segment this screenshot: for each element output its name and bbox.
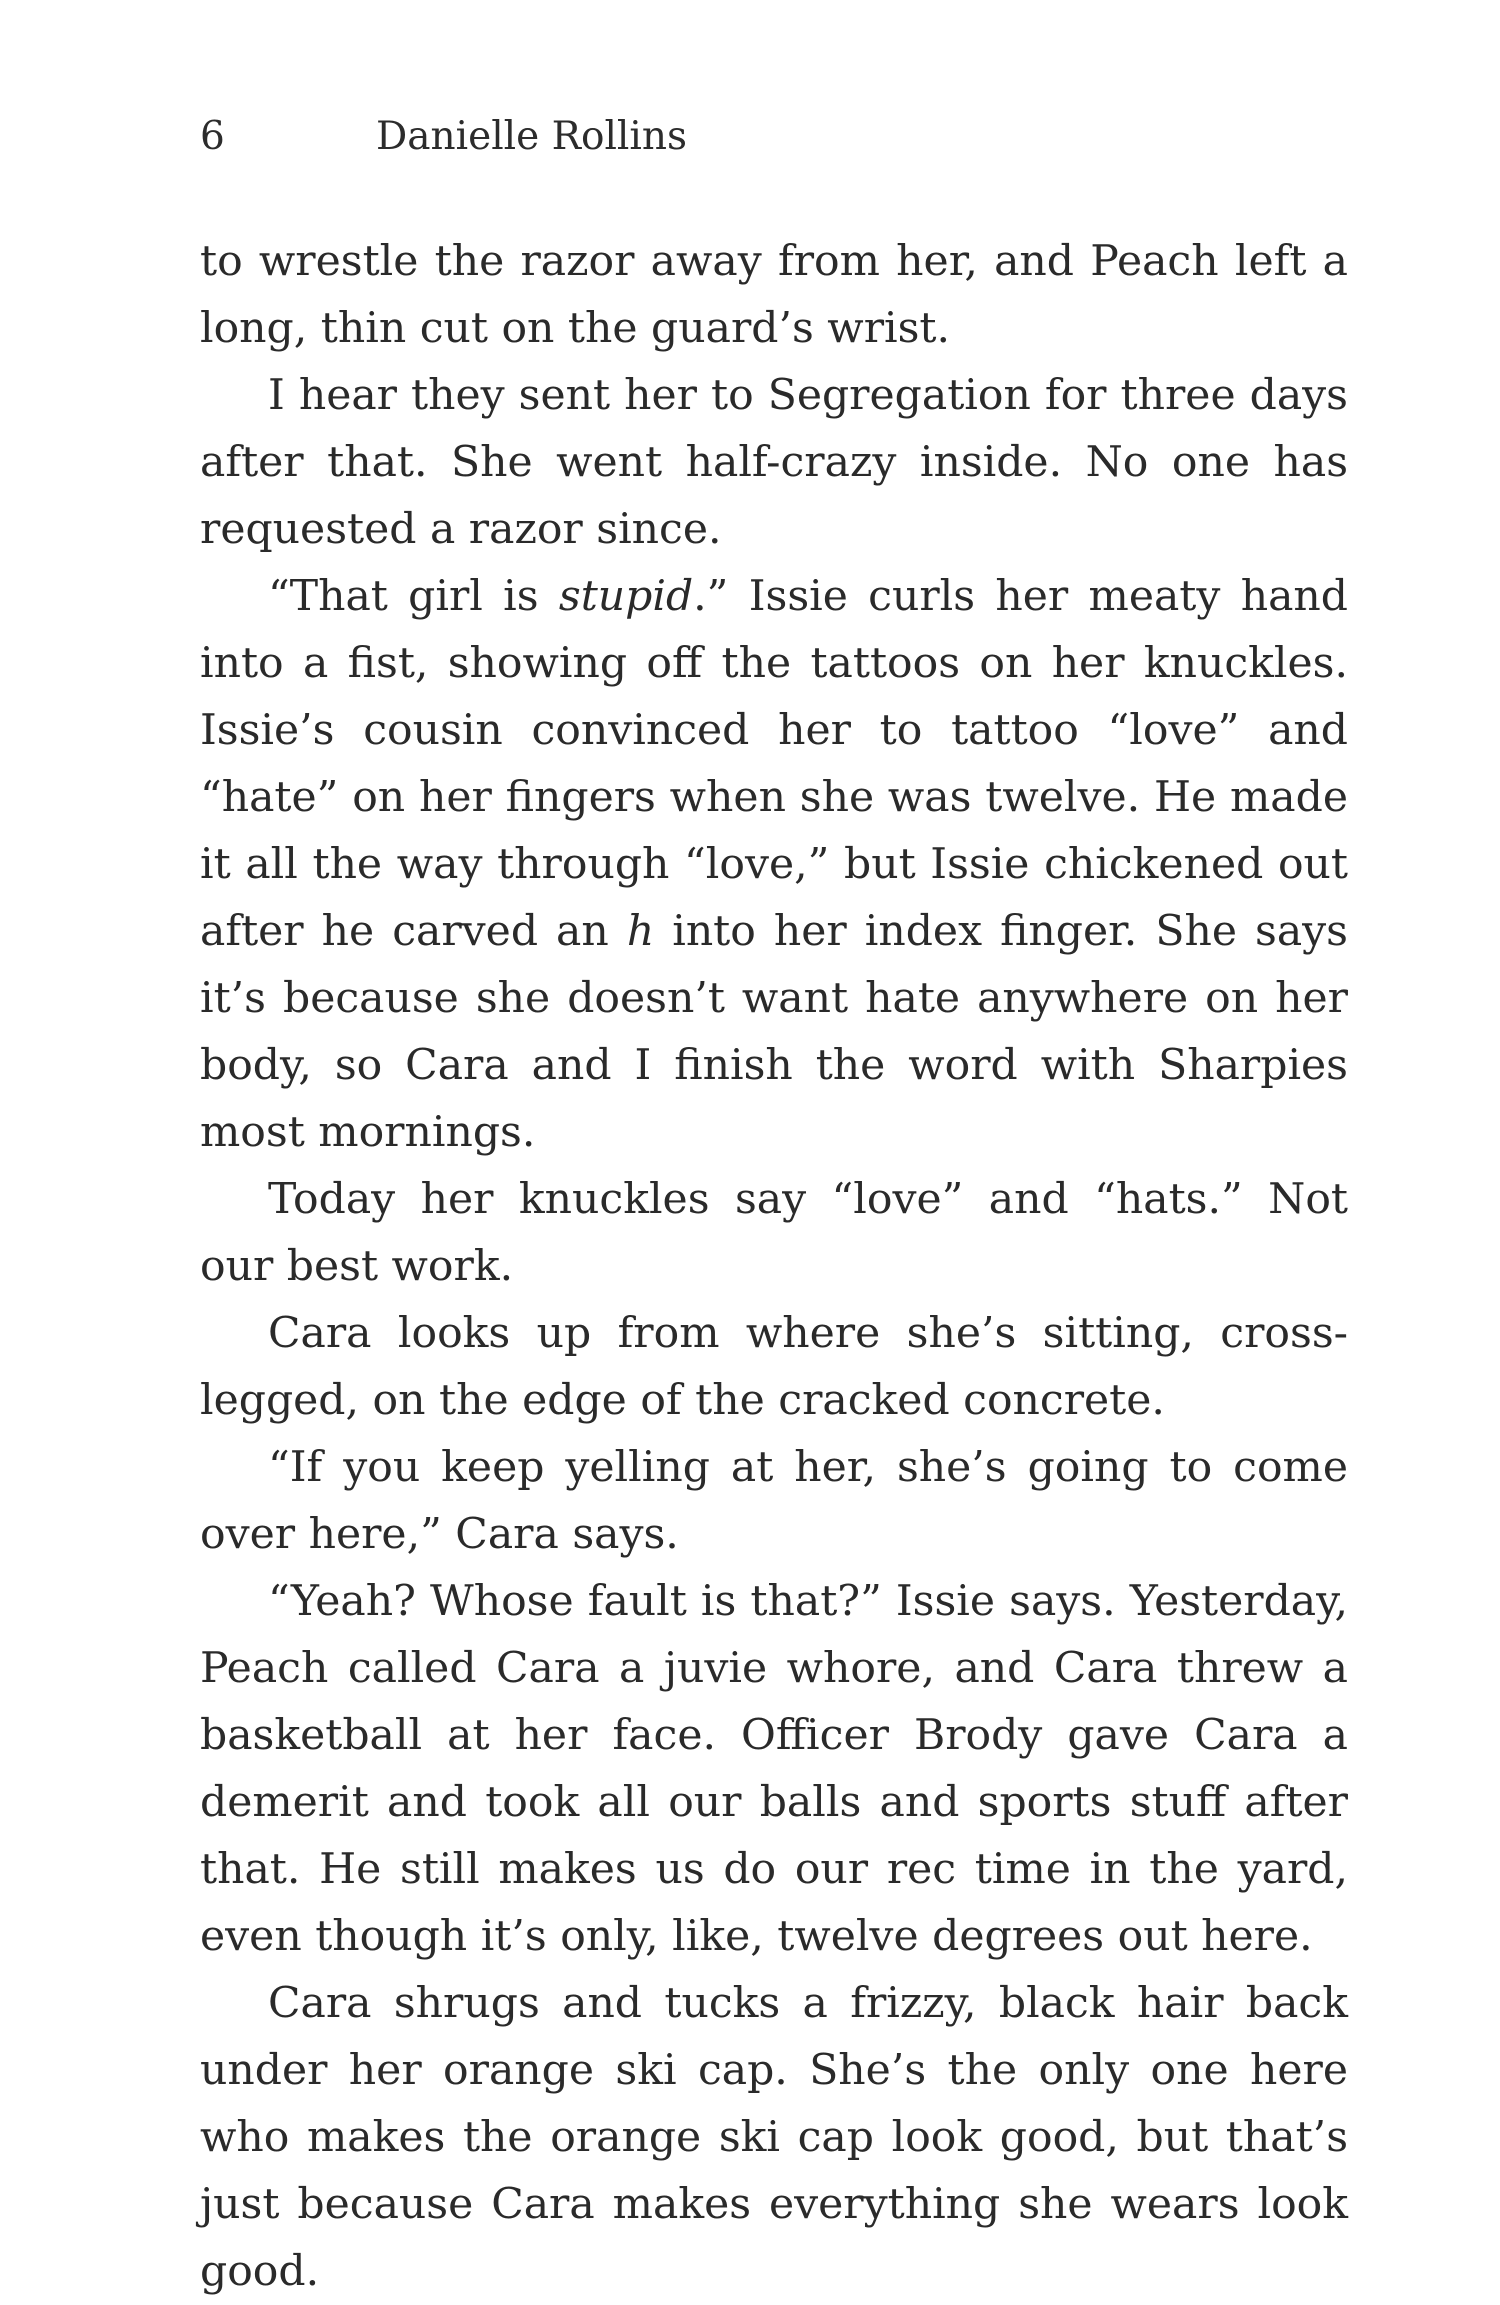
paragraph-text: “That girl is <box>268 572 559 621</box>
body-text <box>200 228 1348 2305</box>
paragraph: “If you keep yelling at her, she’s going to come over here,” Cara says. <box>200 1443 1348 1559</box>
paragraph: Today her knuckles say “love” and “hats.” Not our best work. <box>200 1175 1348 1291</box>
paragraph: Cara shrugs and tucks a frizzy, black hair back under her orange ski cap. She’s the only one here who makes the orange ski cap look good, but that’s just because Cara makes everything she wears look good. <box>200 1979 1348 2296</box>
paragraph: I hear they sent her to Segregation for three days after that. She went half-crazy inside. No one has requested a razor since. <box>200 371 1348 554</box>
paragraph: “Yeah? Whose fault is that?” Issie says. Yesterday, Peach called Cara a juvie whore, and Cara threw a basketball at her face. Officer Brody gave Cara a demerit and took all our balls and sports stuff after that. He still makes us do our rec time in the yard, even though it’s only, like, twelve degrees out here. <box>200 1577 1348 1961</box>
author-name: Danielle Rollins <box>376 114 688 159</box>
paragraph: Cara looks up from where she’s sitting, cross-legged, on the edge of the cracked concrete. <box>200 1309 1348 1425</box>
running-head <box>200 112 687 162</box>
page-number: 6 <box>200 114 225 159</box>
italic-text: h <box>626 907 655 956</box>
paragraph <box>200 563 1348 1166</box>
paragraph-text: into her index finger. She says it’s because she doesn’t want hate anywhere on her body, so Cara and I finish the word with Sharpies most mornings. <box>200 907 1348 1157</box>
paragraph-continued: to wrestle the razor away from her, and Peach left a long, thin cut on the guard’s wrist. <box>200 237 1348 353</box>
paragraph-text: .” Issie curls her meaty hand into a fist, showing off the tattoos on her knuckles. Issie’s cousin convinced her to tattoo “love” and “hate” on her fingers when she was twelve. He made it all the way through “love,” but Issie chickened out after he carved an <box>200 572 1348 956</box>
italic-text: stupid <box>558 572 694 621</box>
